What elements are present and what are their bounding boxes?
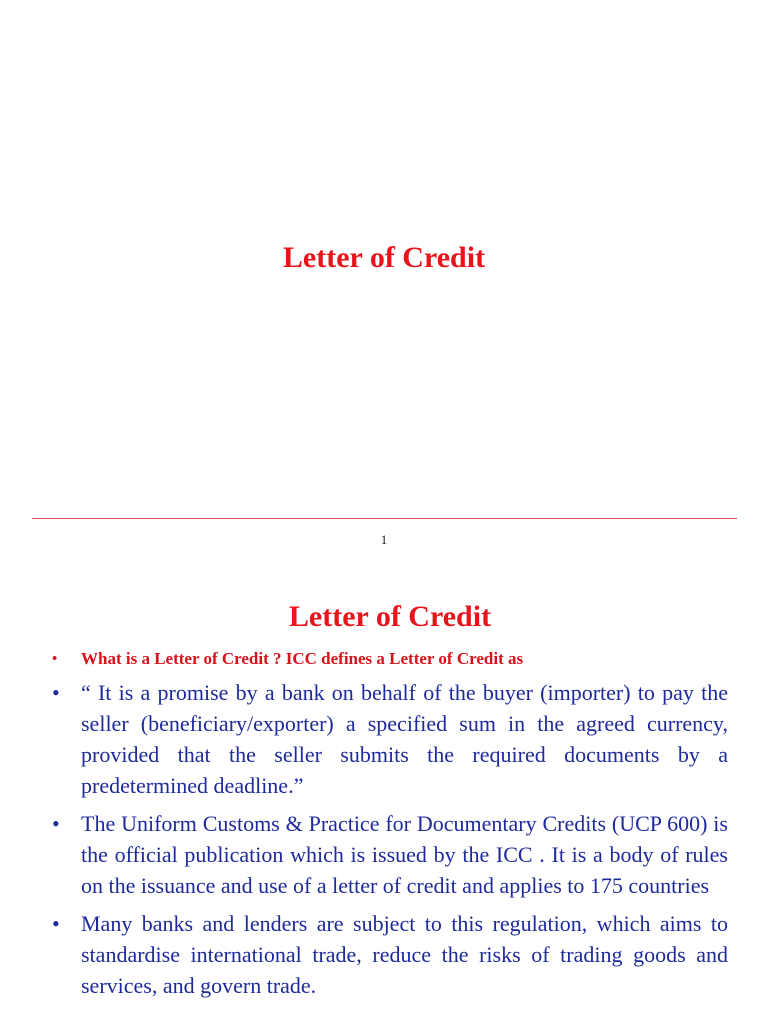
bullet-icon: • [52, 811, 60, 836]
bullet-icon: • [52, 651, 58, 667]
slide-title: Letter of Credit [288, 600, 492, 633]
bullet-text: The Uniform Customs & Practice for Documentary Credits (UCP 600) is the official publication which is issued by the ICC . It is a body of rules on the issuance and use of a letter of credit and applies to 175 countries [81, 811, 728, 898]
bullet-item [50, 908, 728, 1001]
bullet-icon: • [52, 680, 60, 705]
bullet-text: What is a Letter of Credit ? ICC defines a Letter of Credit as [81, 649, 524, 668]
bullet-text: Many banks and lenders are subject to this regulation, which aims to standardise international trade, reduce the risks of trading goods and services, and govern trade. [81, 911, 728, 998]
bullet-text: “ It is a promise by a bank on behalf of the buyer (importer) to pay the seller (beneficiary/exporter) a specified sum in the agreed currency, provided that the seller submits the required documents by a predetermined deadline.” [81, 680, 728, 798]
bullet-item [50, 677, 728, 801]
bullet-item [50, 808, 728, 901]
page-divider [32, 518, 737, 519]
bullet-list [50, 645, 728, 1008]
bullet-item [50, 645, 728, 673]
page-number: 1 [380, 532, 388, 547]
bullet-icon: • [52, 911, 60, 936]
slide-title: Letter of Credit [282, 241, 486, 274]
